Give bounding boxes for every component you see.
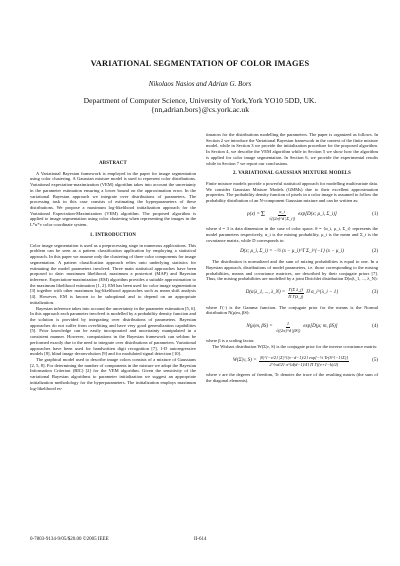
sec2-paragraph-5: where β is a scaling factor. (206, 338, 255, 344)
eq1-rhs: exp[D(x; μ_i, Σ_i)] (298, 212, 337, 218)
eq2-number: (2) (372, 248, 378, 254)
equation-1 (206, 209, 378, 221)
eq5-lhs: W(Σ|ν, S) = (232, 358, 257, 364)
eq1-number: (1) (372, 212, 378, 218)
eq2-body: D(x; μ_i, Σ_i) = −½ (x − μ_i)^T Σ_i^{−1} (x − μ_i) (240, 248, 344, 254)
eq5-fraction (259, 355, 350, 367)
section-introduction-heading: 1. INTRODUCTION (89, 232, 137, 238)
abstract-heading: ABSTRACT (99, 161, 127, 166)
intro-paragraph-3: The graphical model used to describe image colors consists of a mixture of Gaussians [2, 5, 8]. For determining the number of components in the mixture we adopt the Bayesian Information Criterion (BIC) [2] for the VEM algorithm. Given the sensitivity of the variational Bayesian algorithms to parameter initialization we suggest an appropriate initialization methodology for the hyperparameters. The initialization employs maximum log-likelihood es- (30, 357, 196, 391)
eq4-fraction (275, 321, 302, 333)
equation-4 (206, 321, 378, 333)
eq4-denominator: √((2π)^d |βS|) (275, 327, 301, 333)
intro-paragraph-2: Bayesian inference takes into account the uncertainty in the parameter estimation [5, 6]. In this approach each parameter involved is modelled by a probability density function and the solution is provided by integrating over distributions of parameters. Bayesian approaches do not suffer from overfitting and have very good generalization capabilities [5]. Prior knowledge can be easily incorporated and uncertainty manipulated in a consistent manner. However, computations in the Bayesian framework can seldom be performed exactly due to the need to integrate over distributions of parameters. Variational approaches have been used for handwritten digit recognition [7], 1-D autoregressive models [8], blind image deconvolution [9] and for modulated signal detection [10]. (30, 305, 196, 357)
eq4-lhs: N(μ|m, βS) = (246, 324, 273, 330)
eq1-denominator: √((2π)^d |Σ_i|) (268, 215, 296, 221)
eq3-denominator: Π Γ(λ_j) (288, 293, 304, 299)
sec2-paragraph-3: The distribution is normalized and the sum of mixing probabilities is equal to one. In a Bayesian approach, distributions of model parameters, i.e. those corresponding to the mixing probabilities, means and covariance matrices, are described by their conjugate priors [7]. Thus, the mixing probabilities are modelled by a joint Dirichlet distribution D(α|λ_1, ..., λ_N): (206, 259, 378, 282)
affiliation (0, 96, 400, 115)
eq4-rhs: exp[D(μ; m, βS)] (303, 324, 338, 330)
eq5-numerator: |S|^{−ν/2} |Σ|^{(ν−d−1)/2} exp[−½ Tr(S^{−1}Σ)] (259, 354, 349, 360)
sum-symbol: Σ (260, 210, 265, 219)
eq4-number: (4) (372, 324, 378, 330)
eq3-rhs: Π α_i^{λ_i − 1} (306, 290, 339, 296)
eq1-numerator: α_i (279, 208, 285, 214)
paper-title: VARIATIONAL SEGMENTATION OF COLOR IMAGES (90, 59, 310, 68)
paper-authors: Nikolaos Nasios and Adrian G. Bors (148, 80, 252, 88)
abstract-text: A Variational Bayesian framework is employed in the paper for image segmentation using color clustering. A Gaussian mixture model is used to represent color distributions. Variational expectation-maximization (VEM) algorithm takes into account the uncertainty in the parameter estimation ensuring a lower bound on the approximation error. In the variational Bayesian approach we integrate over distributions of parameters. The processing task in this case consists of estimating the hyperparameters of these distributions. We propose a maximum log-likelihood initialization approach for the Variational Expectation-Maximization (VEM) algorithm. The proposed algorithm is applied to image segmentation using color clustering when representing the images in the L*u*v color coordinate system. (30, 170, 196, 228)
affiliation-email: {nn,adrian.bors}@cs.york.ac.uk (151, 105, 249, 115)
equation-2 (206, 249, 378, 255)
eq3-fraction (287, 287, 304, 299)
eq5-number: (5) (372, 358, 378, 364)
eq5-denominator: 2^{νd/2} π^{d(d−1)/4} Π Γ((ν+1−k)/2) (269, 361, 339, 367)
affiliation-department: Department of Computer Science, University of York,York YO10 5DD, UK. (83, 96, 317, 105)
equation-3 (206, 287, 378, 299)
eq1-fraction (268, 209, 296, 221)
sec2-paragraph-2: where d = 3 is data dimension in the case of color space, θ = {α_i, μ_i, Σ_i} represents the model parameters respectively, α_i is the mixing probability, μ_i is the mean and Σ_i is the covariance matrix, while D corresponds to: (206, 226, 378, 243)
sec2-paragraph-7: where ν are the degrees of freedom, Tr denotes the trace of the resulting matrix (the sum of the diagonal elements). (206, 372, 378, 383)
equation-5 (206, 355, 378, 367)
section-2-heading: 2. VARIATIONAL GAUSSIAN MIXTURE MODELS (232, 171, 352, 177)
eq4-numerator: 1 (286, 320, 290, 326)
right-column (206, 132, 378, 384)
sec2-paragraph-6: The Wishart distribution W(Σ|ν, S) is the conjugate prior for the inverse covariance matrix: (212, 344, 378, 350)
eq3-numerator: Γ(Σ λ_j) (288, 287, 303, 293)
sec2-paragraph-4: where Γ(·) is the Gamma function. The conjugate prior for the means is the Normal distribution N(μ|m, βS): (206, 304, 378, 316)
sec2-paragraph-1: Finite mixture models provide a powerful statistical approach for modelling multivariate data. We consider Gaussian Mixture Models (GMMs) due to their excellent approximation properties. The probability density function of pixels in a color image is assumed to follow the probability distribution of an N-component Gaussian mixture and can be written as: (206, 181, 378, 204)
intro-paragraph-continued: timators for the distributions modelling the parameters. The paper is organized as follows. In Section 2 we introduce the Variational Bayesian framework in the context of the finite mixture model, while in Section 3 we provide the initialization procedure for the proposed algorithm. In Section 4, we describe the VEM algorithm while in Section 5 we show how the algorithm is applied for color image segmentation. In Section 6, we provide the experimental results while in Section 7 we report our conclusions. (206, 132, 378, 166)
eq1-lhs: p(x) = (247, 212, 260, 218)
intro-paragraph-1: Color image segmentation is used as a preprocessing stage in numerous applications. This problem can be seen as a pattern classification application by employing a statistical approach. In this paper we assume only the clustering of three color components for image segmentation. A pattern classification approach relies onto underlying statistics for estimating the model parameters involved. Three main statistical approaches have been proposed to date: maximum likelihood, maximum a posteriori (MAP) and Bayesian inference. Expectation-maximization (EM) algorithm provides a suitable approximation to the maximum likelihood estimation [1, 2]. EM has been used for color image segmentation [3] together with other maximum log-likelihood approaches such as mean shift analysis [4]. However, EM is known to be suboptimal and to depend on an appropriate initialization. (30, 242, 196, 305)
left-column (30, 161, 196, 391)
footer-isbn: 0-7803-9134-9/05/$20.00 ©2005 IEEE (30, 537, 109, 542)
eq3-number: (3) (372, 290, 378, 296)
eq3-lhs: D(α|λ_1, ..., λ_N) = (245, 290, 286, 296)
footer-page-number: II-614 (194, 537, 207, 542)
